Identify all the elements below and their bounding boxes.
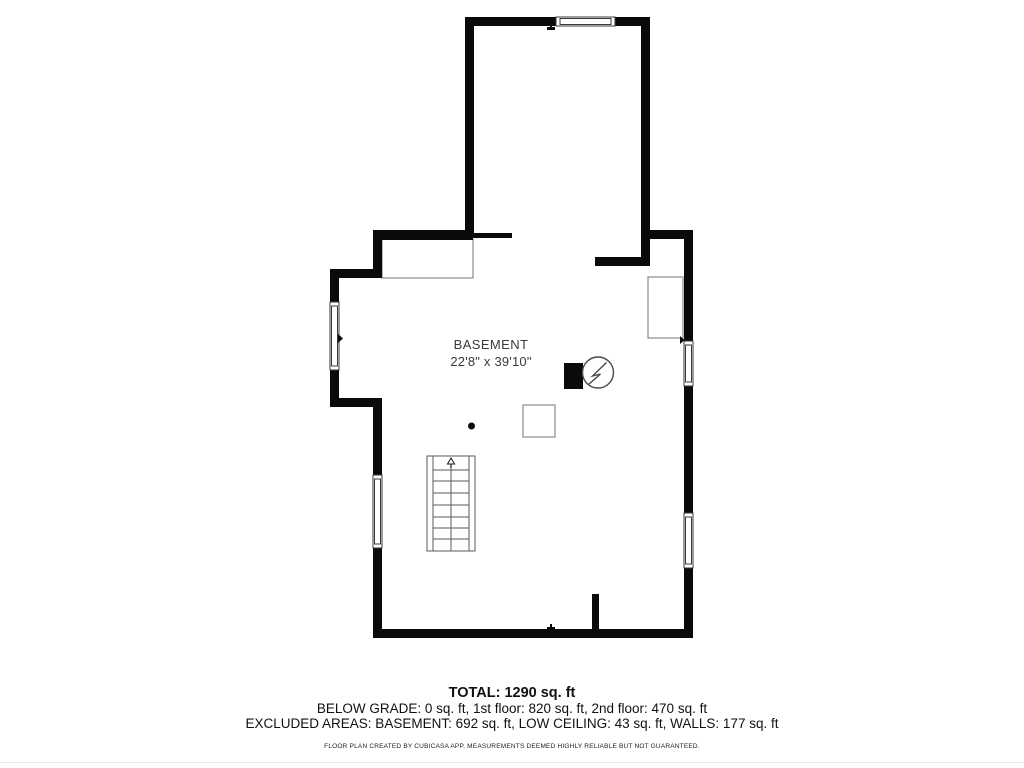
window-pane <box>686 345 692 382</box>
total-area-text: TOTAL: 1290 sq. ft <box>448 685 576 701</box>
window-pane <box>686 517 692 564</box>
room-dimensions: 22'8" x 39'10" <box>450 354 532 369</box>
low-ceiling-outline <box>523 405 555 437</box>
footer-divider <box>0 762 1024 763</box>
support-column-dot <box>468 423 475 430</box>
disclaimer-text: FLOOR PLAN CREATED BY CUBICASA APP. MEASUREMENTS DEEMED HIGHLY RELIABLE BUT NOT GUARANTEED. <box>324 743 700 750</box>
low-ceiling-outline <box>382 239 473 278</box>
wall <box>684 230 693 638</box>
wall <box>641 17 650 266</box>
door-marker <box>550 624 552 627</box>
wall <box>465 17 474 238</box>
window-pane <box>332 306 338 366</box>
low-ceiling-outline <box>648 277 683 338</box>
door-marker <box>547 27 555 30</box>
wall <box>373 230 473 240</box>
wall <box>473 233 512 238</box>
area-summary <box>0 685 1024 732</box>
window-pane <box>375 479 381 544</box>
wall <box>373 629 692 638</box>
door-marker <box>547 627 555 630</box>
excluded-areas-text: EXCLUDED AREAS: BASEMENT: 692 sq. ft, LOW CEILING: 43 sq. ft, WALLS: 177 sq. ft <box>245 716 779 732</box>
wall <box>595 257 650 266</box>
room-name: BASEMENT <box>453 337 529 352</box>
wall <box>592 594 599 632</box>
room-label-block <box>341 337 641 370</box>
door-marker <box>550 25 552 27</box>
below-grade-text: BELOW GRADE: 0 sq. ft, 1st floor: 820 sq. ft, 2nd floor: 470 sq. ft <box>316 701 708 716</box>
window-pane <box>560 19 611 25</box>
